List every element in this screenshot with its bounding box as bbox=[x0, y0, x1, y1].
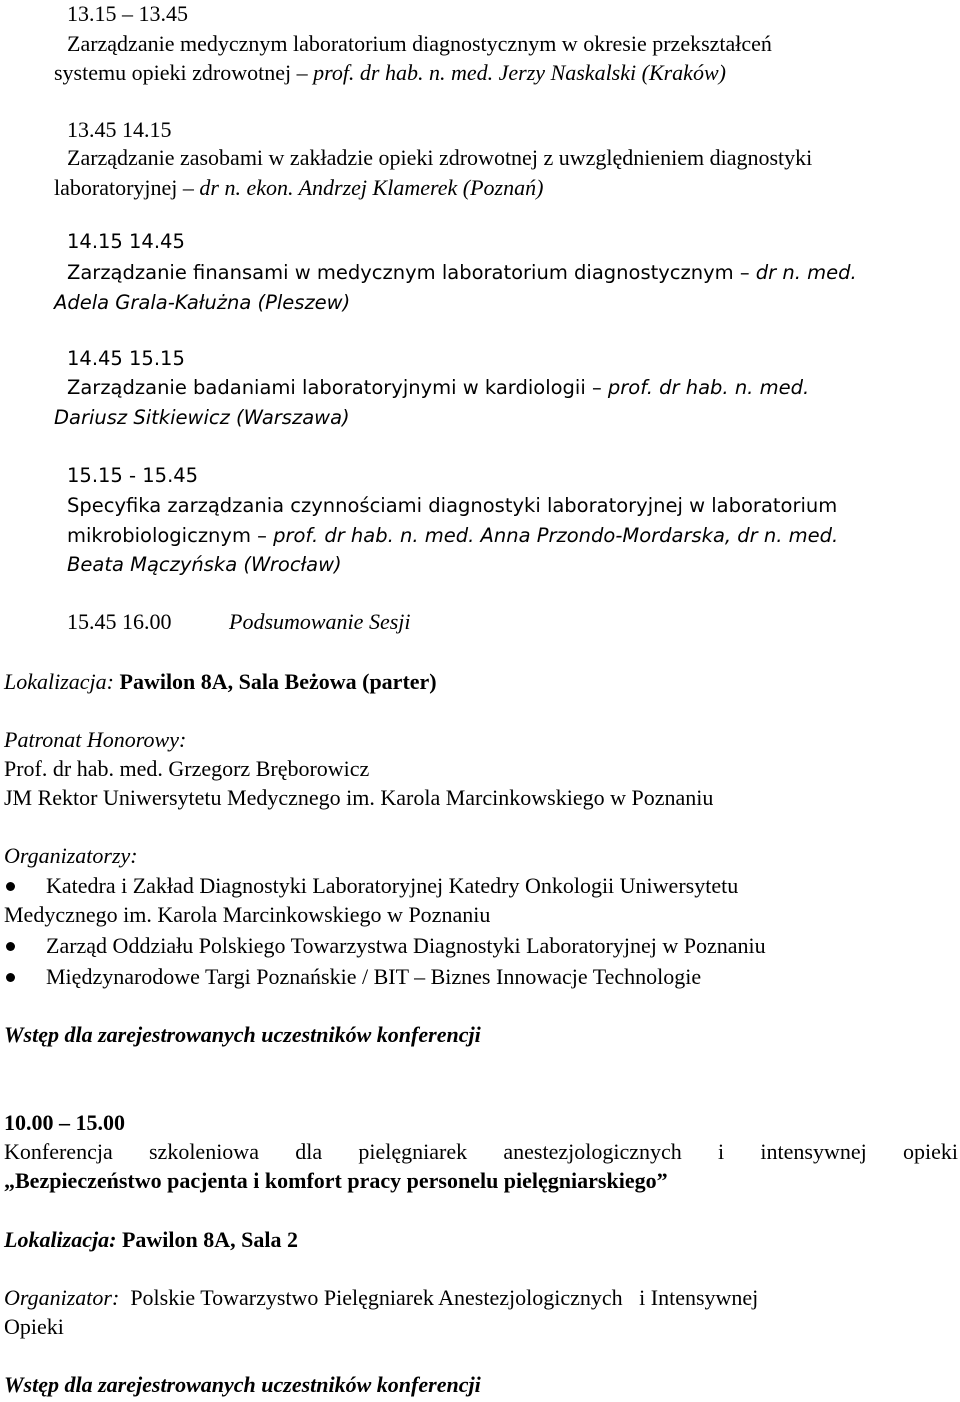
talk-title-line bbox=[67, 259, 857, 287]
talk-title-line bbox=[67, 374, 809, 402]
talk-speaker: Dariusz Sitkiewicz (Warszawa) bbox=[54, 406, 350, 429]
location-line bbox=[4, 668, 437, 696]
patron-name: Prof. dr hab. med. Grzegorz Bręborowicz bbox=[4, 756, 370, 781]
conference-time: 10.00 – 15.00 bbox=[4, 1110, 125, 1135]
talk-speaker-line bbox=[54, 174, 543, 202]
location-label: Lokalizacja: bbox=[4, 1227, 117, 1252]
location-value: Pawilon 8A, Sala 2 bbox=[116, 1227, 298, 1252]
talk-time: 14.15 14.45 bbox=[67, 230, 185, 253]
entry-note: Wstęp dla zarejestrowanych uczestników konferencji bbox=[4, 1022, 481, 1047]
talk-time: 13.15 – 13.45 bbox=[67, 1, 188, 26]
organizer-item: Międzynarodowe Targi Poznańskie / BIT – Biznes Innowacje Technologie bbox=[46, 964, 702, 989]
talk-speaker: Beata Mączyńska (Wrocław) bbox=[67, 553, 342, 576]
organizer-line bbox=[4, 1284, 758, 1312]
talk-speaker: prof. dr hab. n. med. Anna Przondo-Mordarska, dr n. med. bbox=[273, 524, 839, 547]
talk-time: 13.45 14.15 bbox=[67, 117, 172, 142]
talk-title: Zarządzanie medycznym laboratorium diagnostycznym w okresie przekształceń bbox=[67, 31, 772, 56]
talk-speaker: Adela Grala-Kałużna (Pleszew) bbox=[54, 291, 351, 314]
talk-time: 15.45 16.00 bbox=[67, 609, 172, 634]
talk-speaker: dr n. ekon. Andrzej Klamerek (Poznań) bbox=[199, 175, 544, 200]
organizers-label: Organizatorzy: bbox=[4, 843, 138, 868]
talk-speaker: dr n. med. bbox=[755, 261, 857, 284]
patronage-label: Patronat Honorowy: bbox=[4, 727, 187, 752]
talk-title: Specyfika zarządzania czynnościami diagnostyki laboratoryjnej w laboratorium bbox=[67, 494, 838, 517]
location-label: Lokalizacja: bbox=[4, 669, 114, 694]
session-summary: Podsumowanie Sesji bbox=[229, 609, 411, 634]
organizer-item: Katedra i Zakład Diagnostyki Laboratoryjnej Katedry Onkologii Uniwersytetu bbox=[46, 873, 739, 898]
bullet-icon bbox=[6, 973, 15, 982]
organizer-name-cont: Opieki bbox=[4, 1314, 64, 1339]
entry-note: Wstęp dla zarejestrowanych uczestników konferencji bbox=[4, 1372, 481, 1397]
organizer-item-cont: Medycznego im. Karola Marcinkowskiego w Poznaniu bbox=[4, 902, 491, 927]
talk-speaker: prof. dr hab. n. med. bbox=[607, 376, 810, 399]
organizer-label: Organizator: bbox=[4, 1285, 120, 1310]
talk-speaker-line bbox=[54, 59, 726, 87]
talk-title: Zarządzanie zasobami w zakładzie opieki zdrowotnej z uwzględnieniem diagnostyki bbox=[67, 145, 813, 170]
talk-title: Zarządzanie finansami w medycznym laboratorium diagnostycznym – bbox=[67, 261, 756, 284]
talk-time: 15.15 - 15.45 bbox=[67, 464, 199, 487]
talk-speaker: prof. dr hab. n. med. Jerzy Naskalski (Kraków) bbox=[313, 60, 726, 85]
conference-description: Konferencja szkoleniowa dla pielęgniarek anestezjologicznych i intensywnej opieki bbox=[4, 1139, 958, 1164]
talk-title: Zarządzanie badaniami laboratoryjnymi w kardiologii – bbox=[67, 376, 608, 399]
bullet-icon bbox=[6, 882, 15, 891]
conference-title: „Bezpieczeństwo pacjenta i komfort pracy personelu pielęgniarskiego” bbox=[4, 1168, 668, 1193]
bullet-icon bbox=[6, 942, 15, 951]
talk-text: systemu opieki zdrowotnej – bbox=[54, 60, 314, 85]
organizer-name: Polskie Towarzystwo Pielęgniarek Anestezjologicznych i Intensywnej bbox=[119, 1285, 759, 1310]
talk-speaker-line bbox=[67, 522, 838, 550]
talk-text: mikrobiologicznym – bbox=[67, 524, 274, 547]
location-line bbox=[4, 1226, 298, 1254]
talk-text: laboratoryjnej – bbox=[54, 175, 200, 200]
organizer-item: Zarząd Oddziału Polskiego Towarzystwa Diagnostyki Laboratoryjnej w Poznaniu bbox=[46, 933, 766, 958]
talk-time: 14.45 15.15 bbox=[67, 347, 185, 370]
patron-title: JM Rektor Uniwersytetu Medycznego im. Karola Marcinkowskiego w Poznaniu bbox=[4, 785, 714, 810]
location-value: Pawilon 8A, Sala Beżowa (parter) bbox=[114, 669, 437, 694]
